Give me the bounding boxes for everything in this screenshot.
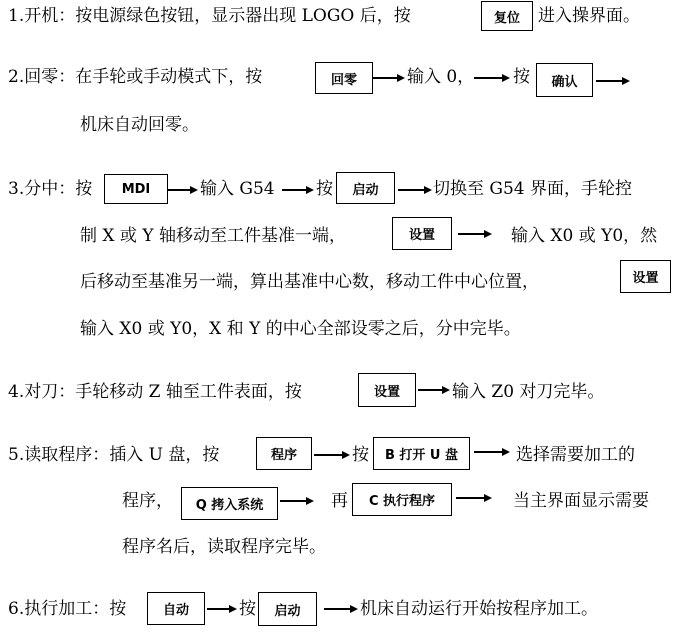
step5-press: 按 xyxy=(352,445,369,465)
step5-again: 再 xyxy=(331,491,348,511)
step2-result: 机床自动回零。 xyxy=(80,115,199,135)
auto-key[interactable]: 自动 xyxy=(147,592,205,625)
step2-press: 按 xyxy=(513,67,530,87)
step6-result: 机床自动运行开始按程序加工。 xyxy=(360,599,598,619)
arrow-icon xyxy=(418,386,450,394)
set-key[interactable]: 设置 xyxy=(358,373,416,407)
arrow-icon xyxy=(596,77,630,85)
arrow-icon xyxy=(324,605,358,613)
arrow-icon xyxy=(398,186,432,194)
step2-input: 输入 0， xyxy=(407,67,475,87)
arrow-icon xyxy=(474,74,510,82)
arrow-icon xyxy=(280,497,314,505)
set-key[interactable]: 设置 xyxy=(392,217,452,250)
arrow-icon xyxy=(474,448,510,456)
step3-text: 3.分中：按 xyxy=(8,179,93,199)
arrow-icon xyxy=(207,605,237,613)
start-key[interactable]: 启动 xyxy=(336,172,395,204)
confirm-key[interactable]: 确认 xyxy=(536,63,593,97)
home-key[interactable]: 回零 xyxy=(315,62,373,94)
arrow-icon xyxy=(456,494,492,502)
step2-text: 2.回零：在手轮或手动模式下，按 xyxy=(8,67,263,87)
step1-text: 1.开机：按电源绿色按钮，显示器出现 LOGO 后，按 xyxy=(8,6,411,26)
step3-line3: 后移动至基准另一端，算出基准中心数，移动工件中心位置， xyxy=(80,272,539,292)
step4-text: 4.对刀：手轮移动 Z 轴至工件表面，按 xyxy=(8,382,302,402)
program-key[interactable]: 程序 xyxy=(256,437,312,470)
arrow-icon xyxy=(282,186,314,194)
start-key[interactable]: 启动 xyxy=(258,592,317,626)
copy-system-key[interactable]: Q 拷入系统 xyxy=(181,487,278,520)
step4-result: 输入 Z0 对刀完毕。 xyxy=(452,382,605,402)
step3-press: 按 xyxy=(316,179,333,199)
step3-line4: 输入 X0 或 Y0，X 和 Y 的中心全部设零之后，分中完毕。 xyxy=(80,319,521,339)
arrow-icon xyxy=(168,186,198,194)
step5-text: 5.读取程序：插入 U 盘，按 xyxy=(8,445,220,465)
open-usb-key[interactable]: B 打开 U 盘 xyxy=(373,437,470,470)
step5-line2-end: 当主界面显示需要 xyxy=(513,491,649,511)
step6-text: 6.执行加工：按 xyxy=(8,599,127,619)
step5-line2: 程序， xyxy=(122,491,173,511)
set-key[interactable]: 设置 xyxy=(620,260,671,293)
arrow-icon xyxy=(458,230,492,238)
step3-line2-end: 输入 X0 或 Y0，然 xyxy=(511,226,658,246)
step5-select: 选择需要加工的 xyxy=(516,445,635,465)
step1-text-end: 进入操界面。 xyxy=(538,6,640,26)
step6-press: 按 xyxy=(239,599,256,619)
mdi-key[interactable]: MDI xyxy=(104,174,168,204)
step3-input: 输入 G54 xyxy=(200,179,275,199)
reset-key[interactable]: 复位 xyxy=(481,1,533,31)
step5-line3: 程序名后，读取程序完毕。 xyxy=(122,537,326,557)
arrow-icon xyxy=(314,451,350,459)
execute-program-key[interactable]: C 执行程序 xyxy=(352,483,452,516)
arrow-icon xyxy=(373,74,405,82)
step3-line2: 制 X 或 Y 轴移动至工件基准一端， xyxy=(80,226,346,246)
step3-switch: 切换至 G54 界面，手轮控 xyxy=(433,179,633,199)
